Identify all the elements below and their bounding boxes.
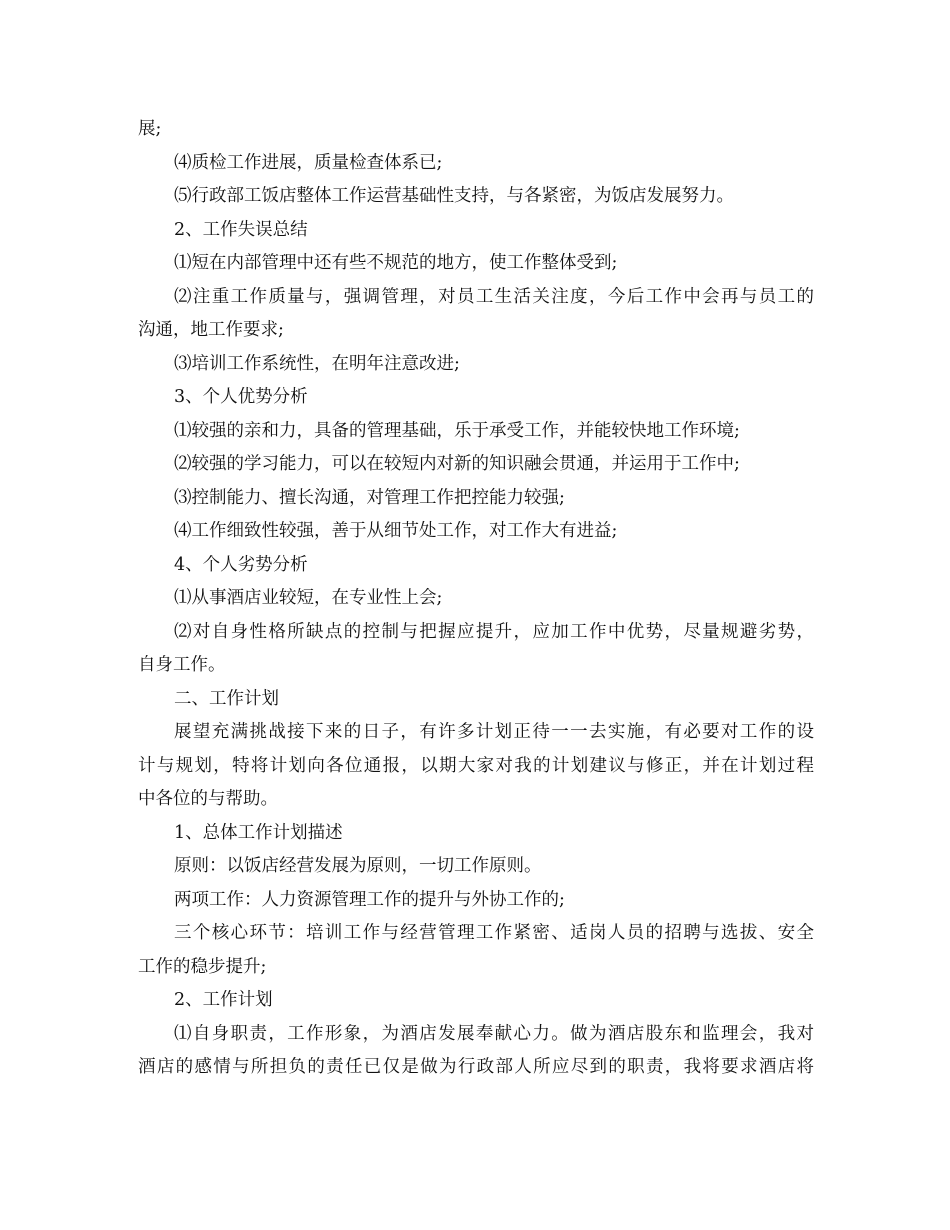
text-line: ⑷工作细致性较强，善于从细节处工作，对工作大有进益; [174, 521, 618, 541]
text-line: ⑷质检工作进展，质量检查体系已; [174, 152, 443, 173]
text-line: 三个核心环节：培训工作与经营管理工作紧密、适岗人员的招聘与选拔、安全 [174, 923, 814, 943]
text-line: ⑶培训工作系统性，在明年注意改进; [174, 353, 460, 374]
text-line: 展; [138, 119, 162, 139]
text-line: ⑵较强的学习能力，可以在较短内对新的知识融会贯通，并运用于工作中; [174, 454, 740, 474]
document-body [138, 113, 814, 1085]
text-line: 工作的稳步提升; [138, 956, 267, 977]
text-line: 原则：以饭店经营发展为原则，一切工作原则。 [174, 856, 542, 876]
text-line: ⑵注重工作质量与，强调管理，对员工生活关注度，今后工作中会再与员工的 [174, 286, 814, 307]
text-line: ⑴短在内部管理中还有些不规范的地方，使工作整体受到; [174, 253, 618, 273]
text-line: 4、个人劣势分析 [174, 554, 308, 575]
text-line: 展望充满挑战接下来的日子，有许多计划正待一一去实施，有必要对工作的设 [174, 722, 814, 742]
text-line: 1、总体工作计划描述 [174, 822, 343, 843]
text-line: 3、个人优势分析 [174, 387, 308, 407]
text-line: 二、工作计划 [174, 688, 279, 709]
text-line: 自身工作。 [138, 655, 226, 675]
text-line: 两项工作：人力资源管理工作的提升与外协工作的; [174, 889, 565, 910]
text-line: ⑸行政部工饭店整体工作运营基础性支持，与各紧密，为饭店发展努力。 [174, 186, 734, 206]
text-line: 2、工作计划 [174, 990, 273, 1010]
text-line: ⑵对自身性格所缺点的控制与把握应提升，应加工作中优势，尽量规避劣势， [174, 621, 814, 642]
text-line: ⑴自身职责，工作形象，为酒店发展奉献心力。做为酒店股东和监理会，我对 [174, 1023, 814, 1044]
text-line: 中各位的与帮助。 [138, 789, 278, 809]
text-line: ⑶控制能力、擅长沟通，对管理工作把控能力较强; [174, 487, 565, 508]
text-line: ⑴从事酒店业较短，在专业性上会; [174, 588, 443, 608]
text-line: 计与规划，特将计划向各位通报，以期大家对我的计划建议与修正，并在计划过程 [138, 755, 814, 776]
text-line: 2、工作失误总结 [174, 219, 308, 240]
text-line: 沟通，地工作要求; [138, 320, 284, 340]
text-line: ⑴较强的亲和力，具备的管理基础，乐于承受工作，并能较快地工作环境; [174, 420, 740, 441]
text-line: 酒店的感情与所担负的责任已仅是做为行政部人所应尽到的职责，我将要求酒店将 [138, 1057, 814, 1077]
